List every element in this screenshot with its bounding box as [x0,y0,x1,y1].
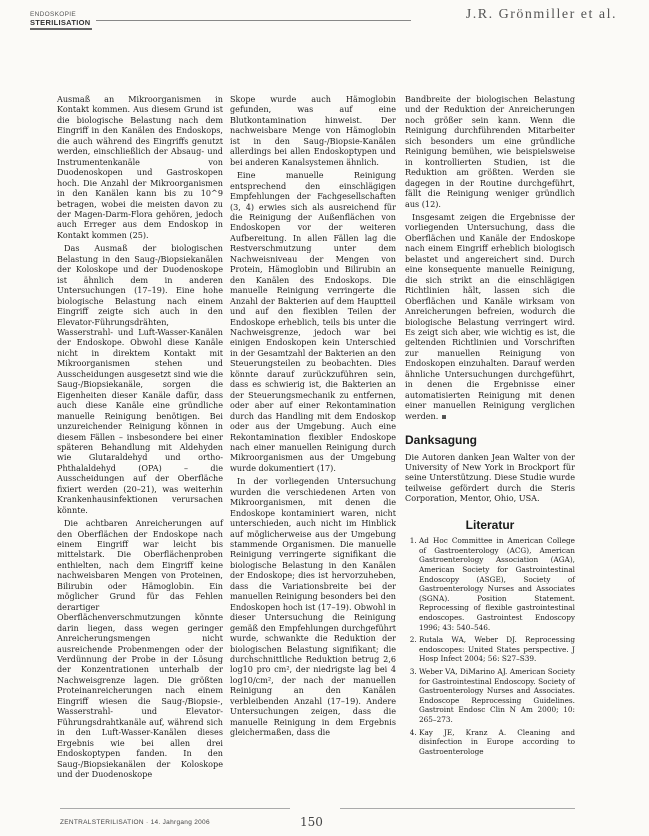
footer-rule-right [340,808,575,809]
col1-paragraph-3: Die achtbaren Anreicherungen auf den Oberflächen der Endoskope nach einem Eingriff war leicht bis mittelstark. Die Oberflächenproben enthielten, nach dem Eingriff keine nachweisbaren Mengen von Proteinen, Bilirubin oder Hämoglobin. Ein möglicher Grund für das Fehlen derartiger Oberflächenverschmutzungen könnte darin liegen, dass wegen geringer Anreicherungsmengen nicht ausreichende Probenmengen oder der Verdünnung der Probe in der Lösung der Konzentrationen unterhalb der Nachweisgrenze lagen. Die größten Proteinanreicherungen nach einem Eingriff wiesen die Saug-/Biopsie-, Wasserstrahl- und Elevator-Führungsdrahtkanäle auf, während sich in den Luft-Wasser-Kanälen dieses Ergebnis wie bei allen drei Endoskoptypen fanden. In den Saug-/Biopsiekanälen der Koloskope und der Duodenoskope [57,518,223,779]
col2-paragraph-2: Eine manuelle Reinigung entsprechend den einschlägigen Empfehlungen der Fachgesellschaften (3, 4) erwies sich als ausreichend für die Reinigung der Außenflächen von Endoskopen vor der weiteren Aufbereitung. In allen Fällen lag die Restverschmutzung unter dem Nachweisniveau der Mengen von Protein, Hämoglobin und Bilirubin an den Kanälen des Endoskops. Die manuelle Reinigung verringerte die Anzahl der Bakterien auf dem Hauptteil und auf den flexiblen Teilen der Endoskope erheblich, teils bis unter die Nachweisgrenze, jedoch war bei einigen Endoskopen kein Unterschied in der Gesamtzahl der Bakterien an den Steuerungsteilen zu beobachten. Dies könnte darauf zurückzuführen sein, dass es schwierig ist, die Bakterien an der Steuerungsmechanik zu entfernen, oder aber auf einer Rekontamination durch das Handling mit dem Endoskop oder aus der Umgebung. Auch eine Rekontamination flexibler Endoskope nach einer manuellen Reinigung durch Mikroorganismen aus der Umgebung wurde dokumentiert (17). [230,170,396,473]
logo-top-text: ENDOSKOPIE [30,11,76,18]
text-column-2 [230,94,396,741]
footer-rule-left [60,808,290,809]
logo-underline [30,28,92,30]
text-column-3 [405,94,575,759]
col2-paragraph-3: In der vorliegenden Untersuchung wurden die verschiedenen Arten von Mikroorganismen, mit denen die Endoskope kontaminiert waren, nicht unterschieden, auch nicht im Hinblick auf möglicherweise aus der Umgebung stammende Organismen. Die manuelle Reinigung verringerte signifikant die biologische Belastung in den Kanälen der Endoskope; dies ist hervorzuheben, dass die Variationsbreite bei der manuellen Reinigung besonders bei den Endoskopen hoch ist (17–19). Obwohl in dieser Untersuchung die Reinigung gemäß den Empfehlungen durchgeführt wurde, schwankte die Reduktion der biologischen Belastung signifikant; die durchschnittliche Reduktion betrug 2,6 log10 pro cm², der niedrigste lag bei 4 log10/cm², der nach der manuellen Reinigung an den Kanälen verbleibenden Anzahl (17–19). Andere Untersuchungen zeigen, dass die manuelle Reinigung in dem Ergebnis gleichermaßen, dass die [230,476,396,738]
acknowledgement-heading: Danksagung [405,433,478,448]
page-number: 150 [300,815,323,829]
col3-paragraph-1: Bandbreite der biologischen Belastung und der Reduktion der Anreicherungen noch größer sein kann. Wenn die Reinigung durchführenden Mitarbeiter sich besonders um eine gründliche Reinigung bemühen, wie beispielsweise in kontrollierten Studien, ist die Reduktion am größten. Werden sie dagegen in der Routine durchgeführt, fällt die Reinigung weniger gründlich aus (12). [405,94,575,209]
header-rule [96,20,411,21]
end-mark-icon [442,415,446,419]
running-head-authors: J.R. Grönmiller et al. [465,7,617,22]
footer-journal-info: ZENTRALSTERILISATION · 14. Jahrgang 2006 [60,819,210,826]
reference-item: 2. Rutala WA, Weber DJ. Reprocessing endoscopes: United States perspective. J Hosp Infect 2004; 56: S27–S39. [419,635,575,664]
journal-logo [30,11,92,30]
logo-main-text: STERILISATION [30,18,91,27]
reference-list [405,536,575,756]
reference-item: 3. Weber VA, DiMarino AJ. American Society for Gastrointestinal Endoscopy. Society of Gastroenterology Nurses and Associates. Endoscope Reprocessing Guidelines. Gastroint Endosc Clin N Am 2000; 10: 265–273. [419,667,575,725]
col1-paragraph-1: Ausmaß an Mikroorganismen in Kontakt kommen. Aus diesem Grund ist die biologische Belastung nach dem Eingriff in den Kanälen des Endoskops, die auch während des Eingriffs genutzt werden, einschließlich der Absaug- und Instrumentenkanäle von Duodenoskopen und Gastroskopen hoch. Die Anzahl der Mikroorganismen in den Kanälen kann bis zu 10^9 betragen, wobei die meisten davon zu der Magen-Darm-Flora gehören, jedoch auch Erreger aus dem Endoskop in Kontakt kommen (25). [57,94,223,240]
col3-paragraph-2 [405,212,575,421]
references-heading: Literatur [465,517,515,532]
col1-paragraph-2: Das Ausmaß der biologischen Belastung in den Saug-/Biopsiekanälen der Koloskope und der Duodenoskope ist ähnlich dem in anderen Untersuchungen (17–19). Eine hohe biologische Belastung nach einem Eingriff zeigte sich auch in den Elevator-Führungsdrähten, Wasserstrahl- und Luft-Wasser-Kanälen der Endoskope. Obwohl diese Kanäle nicht in direktem Kontakt mit Mikroorganismen stehen und Ausscheidungen ausgesetzt sind wie die Saug-/Biopsiekanäle, sorgen die Eigenheiten dieser Kanäle dafür, dass auch diese Kanäle eine gründliche manuelle Reinigung benötigen. Bei unzureichender Reinigung können in diesem Fällen – insbesondere bei einer späteren Behandlung mit Aldehyden wie Glutaraldehyd und ortho-Phthalaldehyd (OPA) – die Ausscheidungen auf der Oberfläche fixiert werden (20–21), was weiterhin Krankenhausinfektionen verursachen könnte. [57,243,223,515]
reference-item: 1. Ad Hoc Committee in American College of Gastroenterology (ACG), American Gastroenterology Association (AGA), American Society for Gastrointestinal Endoscopy (ASGE), Society of Gastroenterology Nurses and Associates (SGNA). Position Statement. Reprocessing of flexible gastrointestinal endoscopes. Gastrointest Endoscopy 1996; 43: 540–546. [419,536,575,632]
reference-item: 4. Kay JE, Kranz A. Cleaning and disinfection in Europe according to Gastroenterologe [419,728,575,757]
col2-paragraph-1: Skope wurde auch Hämoglobin gefunden, was auf eine Blutkontamination hinweist. Der nachweisbare Menge von Hämoglobin ist in den Saug-/Biopsie-Kanälen allerdings bei allen Endoskoptypen und bei anderen Kanalsystemen ähnlich. [230,94,396,167]
text-column-1 [57,94,223,782]
conclusion-text: Insgesamt zeigen die Ergebnisse der vorliegenden Untersuchung, dass die Oberflächen und Kanäle der Endoskope nach einem Eingriff erheblich biologisch belastet und angereichert sind. Durch eine konsequente manuelle Reinigung, die sich strikt an die einschlägigen Richtlinien hält, lassen sich die Oberflächen und Kanäle wirksam von Anreicherungen befreien, wodurch die biologische Belastung verringert wird. Es zeigt sich aber, wie wichtig es ist, die geltenden Richtlinien und Vorschriften zur manuellen Reinigung von Endoskopen einzuhalten. Darauf werden ähnliche Untersuchungen durchgeführt, in denen die Ergebnisse einer automatisierten Reinigung mit denen einer manuellen Reinigung verglichen werden. [405,211,575,421]
acknowledgement-text: Die Autoren danken Jean Walter von der University of New York in Brockport für seine Unterstützung. Diese Studie wurde teilweise gefördert durch die Steris Corporation, Mentor, Ohio, USA. [405,451,575,504]
